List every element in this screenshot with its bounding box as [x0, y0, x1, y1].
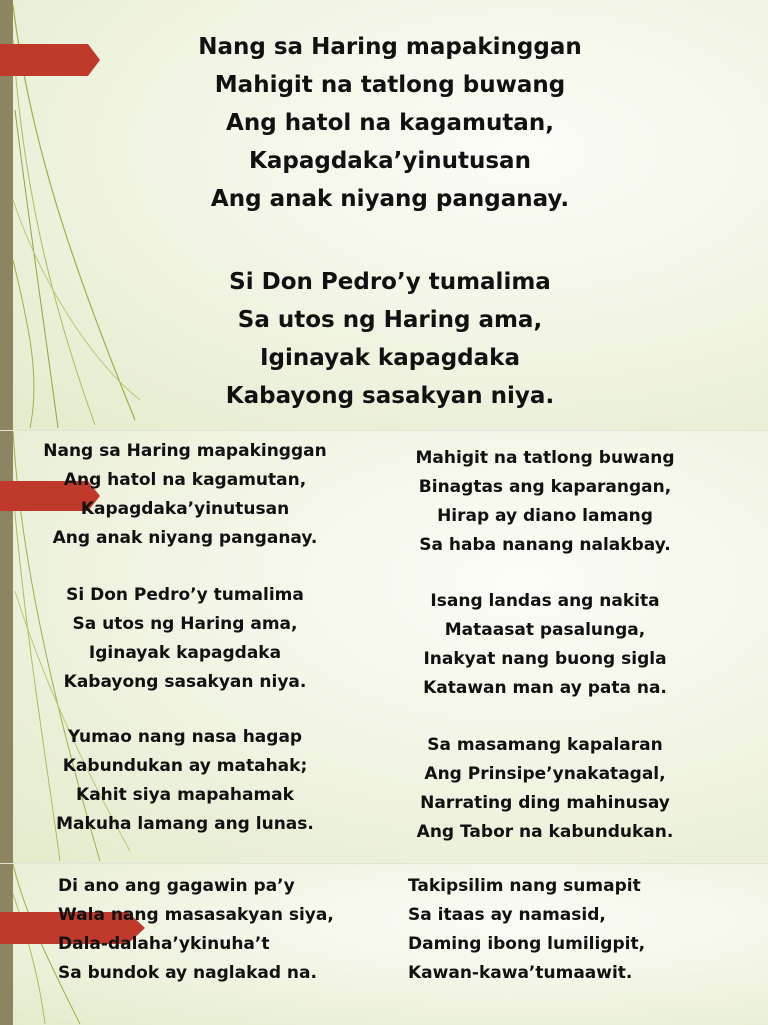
slide-2 — [0, 430, 768, 863]
verse-line: Takipsilim nang sumapit — [408, 876, 641, 896]
verse-line: Kahit siya mapahamak — [76, 785, 294, 805]
left-stanza-1 — [30, 437, 340, 553]
verse-line: Iginayak kapagdaka — [260, 345, 520, 371]
left-stanza-2 — [30, 581, 340, 697]
verse-line: Ang hatol na kagamutan, — [226, 110, 554, 136]
verse-line: Yumao nang nasa hagap — [67, 727, 303, 747]
verse-line: Ang anak niyang panganay. — [210, 186, 570, 212]
right-stanza-3 — [390, 731, 700, 847]
slide-side-bar — [0, 864, 13, 1025]
verse-line: Iginayak kapagdaka — [88, 643, 282, 663]
right-stanza-1 — [408, 872, 728, 988]
verse-line: Sa utos ng Haring ama, — [237, 307, 543, 333]
verse-line: Mahigit na tatlong buwang — [214, 72, 566, 98]
verse-line: Daming ibong lumiligpit, — [408, 934, 646, 954]
verse-line: Wala nang masasakyan siya, — [58, 905, 334, 925]
verse-line: Binagtas ang kaparangan, — [418, 477, 672, 497]
verse-line: Makuha lamang ang lunas. — [56, 814, 314, 834]
verse-line: Si Don Pedro’y tumalima — [229, 269, 551, 295]
verse-line: Kapagdaka’yinutusan — [80, 499, 290, 519]
verse-line: Si Don Pedro’y tumalima — [66, 585, 304, 605]
verse-line: Ang hatol na kagamutan, — [63, 470, 307, 490]
verse-line: Hirap ay diano lamang — [437, 506, 653, 526]
verse-line: Dala-dalaha’ykinuha’t — [58, 934, 270, 954]
verse-line: Sa haba nanang nalakbay. — [419, 535, 671, 555]
arrow-bullet-icon — [0, 44, 100, 76]
verse-line: Sa masamang kapalaran — [427, 735, 663, 755]
verse-line: Sa itaas ay namasid, — [408, 905, 606, 925]
slide-1 — [0, 0, 768, 430]
verse-line: Narrating ding mahinusay — [420, 793, 670, 813]
verse-line: Di ano ang gagawin pa’y — [58, 876, 295, 896]
verse-line: Nang sa Haring mapakinggan — [198, 34, 582, 60]
right-stanza-2 — [390, 587, 700, 703]
verse-line: Sa bundok ay naglakad na. — [58, 963, 317, 983]
stanza-1 — [150, 28, 630, 218]
stanza-2 — [150, 263, 630, 415]
verse-line: Isang landas ang nakita — [430, 591, 660, 611]
left-stanza-3 — [30, 723, 340, 839]
verse-line: Kabayong sasakyan niya. — [63, 672, 307, 692]
verse-line: Ang Tabor na kabundukan. — [416, 822, 674, 842]
verse-line: Mataasat pasalunga, — [444, 620, 646, 640]
verse-line: Sa utos ng Haring ama, — [72, 614, 298, 634]
verse-line: Kabayong sasakyan niya. — [225, 383, 555, 409]
verse-line: Katawan man ay pata na. — [423, 678, 667, 698]
verse-line: Kabundukan ay matahak; — [62, 756, 308, 776]
left-stanza-1 — [58, 872, 378, 988]
verse-line: Mahigit na tatlong buwang — [415, 448, 675, 468]
verse-line: Ang anak niyang panganay. — [52, 528, 318, 548]
verse-line: Kapagdaka’yinutusan — [249, 148, 531, 174]
verse-line: Kawan-kawa’tumaawit. — [408, 963, 633, 983]
verse-line: Nang sa Haring mapakinggan — [43, 441, 327, 461]
slide-3 — [0, 863, 768, 1025]
verse-line: Ang Prinsipe’ynakatagal, — [424, 764, 666, 784]
right-stanza-1 — [390, 444, 700, 560]
verse-line: Inakyat nang buong sigla — [423, 649, 667, 669]
